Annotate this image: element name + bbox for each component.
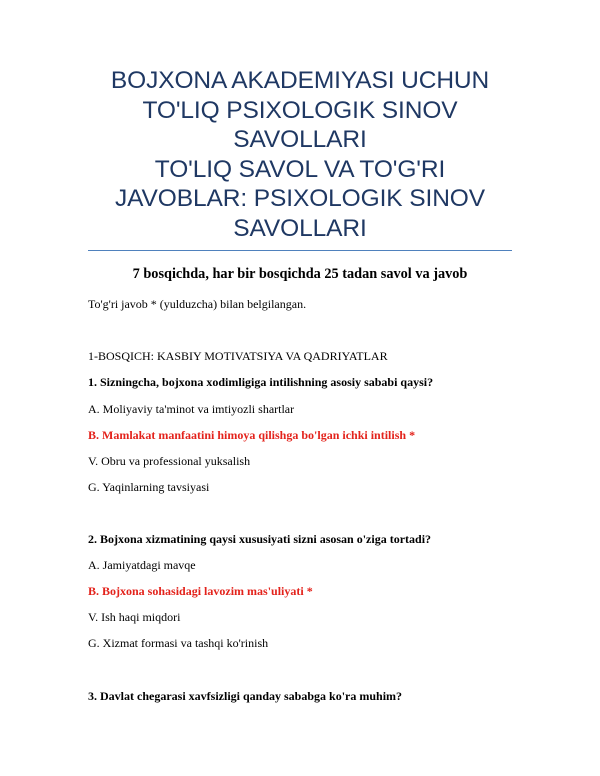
question-text: 2. Bojxona xizmatining qaysi xususiyati sizni asosan o'ziga tortadi? xyxy=(88,532,432,546)
title-line: BOJXONA AKADEMIYASI UCHUN xyxy=(110,67,490,94)
answer-option: V. Ish haqi miqdori xyxy=(88,610,181,624)
title-line: SAVOLLARI xyxy=(233,126,367,153)
document-subtitle: 7 bosqichda, har bir bosqichda 25 tadan savol va javob xyxy=(132,266,468,282)
question-text: 3. Davlat chegarasi xavfsizligi qanday sababga ko'ra muhim? xyxy=(88,689,403,703)
title-line: TO'LIQ PSIXOLOGIK SINOV xyxy=(142,96,458,124)
answer-option: A. Jamiyatdagi mavqe xyxy=(88,558,196,572)
title-divider xyxy=(88,250,512,251)
question-text: 1. Sizningcha, bojxona xodimligiga intilishning asosiy sababi qaysi? xyxy=(88,375,434,389)
section-heading: 1-BOSQICH: KASBIY MOTIVATSIYA VA QADRIYATLAR xyxy=(88,349,388,363)
answer-option: A. Moliyaviy ta'minot va imtiyozli shartlar xyxy=(88,402,295,416)
answer-option: G. Xizmat formasi va tashqi ko'rinish xyxy=(88,636,269,650)
correct-answer-option: B. Mamlakat manfaatini himoya qilishga bo'lgan ichki intilish * xyxy=(88,428,416,442)
title-line: JAVOBLAR: PSIXOLOGIK SINOV xyxy=(114,185,485,212)
correct-answer-option: B. Bojxona sohasidagi lavozim mas'uliyati * xyxy=(88,584,313,598)
answer-option: V. Obru va professional yuksalish xyxy=(88,454,251,468)
title-line: SAVOLLARI xyxy=(233,214,367,242)
answer-option: G. Yaqinlarning tavsiyasi xyxy=(88,480,210,494)
answer-note: To'g'ri javob * (yulduzcha) bilan belgilangan. xyxy=(88,297,307,311)
title-line: TO'LIQ SAVOL VA TO'G'RI xyxy=(154,155,446,183)
document-title xyxy=(88,66,512,243)
